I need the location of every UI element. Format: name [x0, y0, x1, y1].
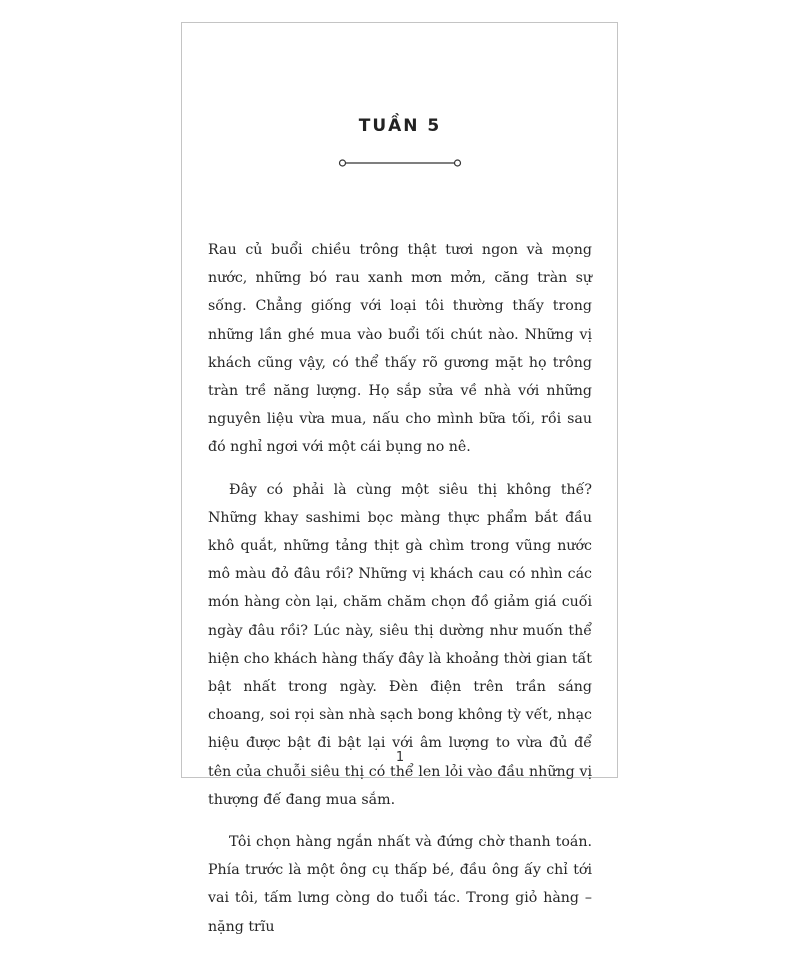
- paragraph-3: Tôi chọn hàng ngắn nhất và đứng chờ thanh toán. Phía trước là một ông cụ thấp bé, đầu ông ấy chỉ tới vai tôi, tấm lưng còng do tuổi tác. Trong giỏ hàng – nặng trĩu: [208, 834, 592, 935]
- page-number: 1: [395, 750, 405, 765]
- line-with-circles-ornament-icon: [338, 156, 462, 170]
- body-text: [208, 236, 592, 955]
- chapter-title: TUẦN 5: [358, 116, 442, 136]
- paragraph-1: Rau củ buổi chiều trông thật tươi ngon và mọng nước, những bó rau xanh mơn mởn, căng tràn sự sống. Chẳng giống với loại tôi thường thấy trong những lần ghé mua vào buổi tối chút nào. Những vị khách cũng vậy, có thể thấy rõ gương mặt họ trông tràn trề năng lượng. Họ sắp sửa về nhà với những nguyên liệu vừa mua, nấu cho mình bữa tối, rồi sau đó nghỉ ngơi với một cái bụng no nê.: [208, 242, 592, 456]
- paragraph-2: Đây có phải là cùng một siêu thị không thế? Những khay sashimi bọc màng thực phẩm bắt đầu khô quắt, những tảng thịt gà chìm trong vũng nước mô màu đỏ đâu rồi? Những vị khách cau có nhìn các món hàng còn lại, chăm chăm chọn đồ giảm giá cuối ngày đâu rồi? Lúc này, siêu thị dường như muốn thể hiện cho khách hàng thấy đây là khoảng thời gian tất bật nhất trong ngày. Đèn điện trên trần sáng choang, soi rọi sàn nhà sạch bong không tỳ vết, nhạc hiệu được bật đi bật lại với âm lượng to vừa đủ để tên của chuỗi siêu thị có thể len lỏi vào đầu những vị thượng đế đang mua sắm.: [208, 481, 592, 808]
